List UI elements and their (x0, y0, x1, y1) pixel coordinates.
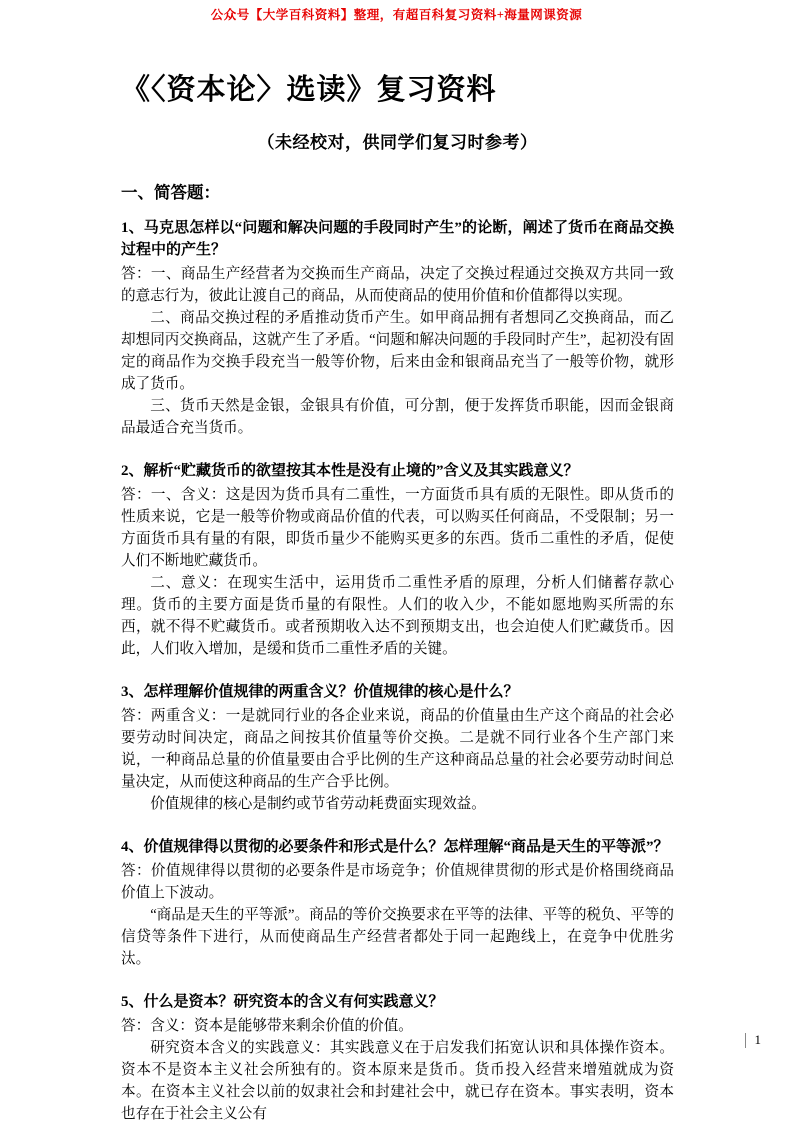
answer-group (121, 860, 674, 970)
answer-group (121, 484, 674, 660)
question-heading: 2、解析“贮藏货币的欲望按其本性是没有止境的”含义及其实践意义？ (121, 463, 579, 480)
page-number-value: 1 (754, 1032, 761, 1047)
qa-block (121, 217, 674, 439)
answer-paragraph: 答：一、含义：这是因为货币具有二重性，一方面货币具有质的无限性。即从货币的性质来说，它是一般等价物或商品价值的代表，可以购买任何商品，不受限制；另一方面货币具有量的有限，即货币量少不能购买更多的东西。货币二重性的矛盾，促使人们不断地贮藏货币。 (121, 487, 674, 570)
answer-paragraph: 研究资本含义的实践意义：其实践意义在于启发我们拓宽认识和具体操作资本。资本不是资本主义社会所独有的。资本原来是货币。货币投入经营来增殖就成为资本。在资本主义社会以前的奴隶社会和封建社会中，就已存在资本。事实表明，资本也存在于社会主义公有 (121, 1040, 674, 1122)
answer-paragraph: 二、意义：在现实生活中，运用货币二重性矛盾的原理，分析人们储蓄存款心理。货币的主要方面是货币量的有限性。人们的收入少，不能如愿地购买所需的东西，就不得不贮藏货币。或者预期收入达不到预期支出，也会迫使人们贮藏货币。因此，人们收入增加，是缓和货币二重性矛盾的关键。 (121, 575, 674, 658)
answer-paragraph: “商品是天生的平等派”。商品的等价交换要求在平等的法律、平等的税负、平等的信贷等条件下进行，从而使商品生产经营者都处于同一起跑线上，在竞争中优胜劣汰。 (121, 907, 674, 968)
answer-paragraph: 价值规律的核心是制约或节省劳动耗费面实现效益。 (150, 796, 486, 813)
header-notice: 公众号【大学百科资料】整理，有超百科复习资料+海量网课资源 (210, 8, 583, 22)
answer-paragraph: 答：一、商品生产经营者为交换而生产商品，决定了交换过程通过交换双方共同一致的意志行为，彼此让渡自己的商品，从而使商品的使用价值和价值都得以实现。 (121, 266, 674, 305)
answer-paragraph: 答：含义：资本是能够带来剩余价值的价值。 (121, 1018, 413, 1035)
question-heading: 3、怎样理解价值规律的两重含义？价值规律的核心是什么？ (121, 684, 519, 701)
qa-block (121, 681, 674, 815)
answer-paragraph: 三、货币天然是金银，金银具有价值，可分割，便于发挥货币职能，因而金银商品最适合充当货币。 (121, 398, 674, 437)
question-heading: 1、马克思怎样以“问题和解决问题的手段同时产生”的论断，阐述了货币在商品交换过程中的产生？ (121, 220, 674, 259)
question-heading: 4、价值规律得以贯彻的必要条件和形式是什么？怎样理解“商品是天生的平等派”？ (121, 839, 669, 856)
answer-group (121, 1015, 674, 1122)
answer-paragraph: 答：两重含义：一是就同行业的各企业来说，商品的价值量由生产这个商品的社会必要劳动时间决定，商品之间按其价值量等价交换。二是就不同行业各个生产部门来说，一种商品总量的价值量要由合乎比例的生产这种商品总量的社会必要劳动时间总量决定，从而使这种商品的生产合乎比例。 (121, 708, 674, 791)
question-heading: 5、什么是资本？研究资本的含义有何实践意义？ (121, 994, 444, 1011)
answer-paragraph: 答：价值规律得以贯彻的必要条件是市场竞争；价值规律贯彻的形式是价格围绕商品价值上下波动。 (121, 863, 674, 902)
qa-block (121, 991, 674, 1122)
document-subtitle: （未经校对，供同学们复习时参考） (257, 133, 538, 153)
answer-paragraph: 二、商品交换过程的矛盾推动货币产生。如甲商品拥有者想同乙交换商品，而乙却想同丙交换商品，这就产生了矛盾。“问题和解决问题的手段同时产生”，起初没有固定的商品作为交换手段充当一般等价物，后来由金和银商品充当了一般等价物，就形成了货币。 (121, 310, 674, 393)
section-heading: 一、简答题： (121, 183, 220, 203)
answer-group (121, 263, 674, 439)
document-title: 《〈资本论〉选读》复习资料 (121, 74, 497, 106)
qa-list (121, 217, 674, 1122)
answer-group (121, 705, 674, 815)
qa-block (121, 836, 674, 970)
qa-block (121, 460, 674, 660)
page-number-divider (745, 1033, 746, 1048)
page-number (745, 1032, 762, 1048)
document-content (121, 72, 674, 1122)
